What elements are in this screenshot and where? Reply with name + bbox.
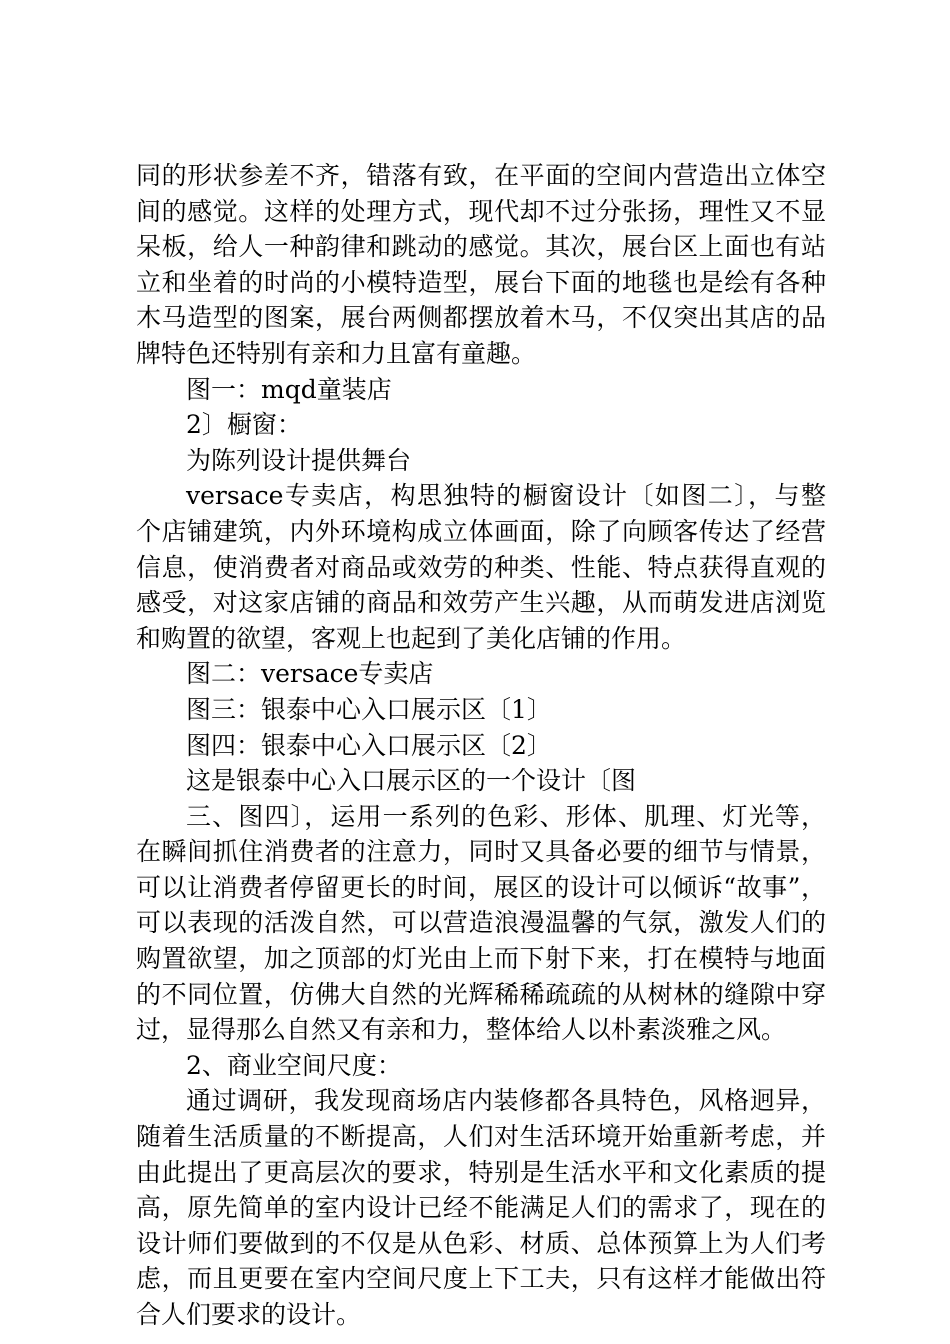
section-heading: 2、商业空间尺度：	[186, 1050, 402, 1080]
text-line: versace专卖店，构思独特的橱窗设计〔如图二〕，与整	[186, 481, 826, 511]
text-line: 随着生活质量的不断提高，人们对生活环境开始重新考虑，并	[136, 1122, 826, 1152]
text-line: 感受，对这家店铺的商品和效劳产生兴趣，从而萌发进店浏览	[136, 588, 826, 618]
text-line: 同的形状参差不齐，错落有致，在平面的空间内营造出立体空	[136, 161, 826, 190]
text-line: 虑，而且更要在室内空间尺度上下工夫，只有这样才能做出符	[136, 1264, 826, 1294]
section-heading: 2〕橱窗：	[186, 410, 302, 440]
text-line: 过，显得那么自然又有亲和力，整体给人以朴素淡雅之风。	[136, 1015, 787, 1045]
text-line: 由此提出了更高层次的要求，特别是生活水平和文化素质的提	[136, 1157, 826, 1187]
text-line: 可以让消费者停留更长的时间，展区的设计可以倾诉“故事”，	[136, 872, 826, 902]
figure-caption: 图一：mqd童装店	[186, 374, 392, 404]
text-line: 三、图四〕，运用一系列的色彩、形体、肌理、灯光等，	[186, 801, 826, 831]
text-line: 间的感觉。这样的处理方式，现代却不过分张扬，理性又不显	[136, 196, 826, 226]
text-line: 合人们要求的设计。	[136, 1300, 362, 1329]
text-line: 高，原先简单的室内设计已经不能满足人们的需求了，现在的	[136, 1193, 826, 1223]
text-line: 立和坐着的时尚的小模特造型，展台下面的地毯也是绘有各种	[136, 267, 826, 297]
text-line: 在瞬间抓住消费者的注意力，同时又具备必要的细节与情景，	[136, 837, 826, 867]
section-subheading: 为陈列设计提供舞台	[186, 445, 412, 475]
text-line: 的不同位置，仿佛大自然的光辉稀稀疏疏的从树林的缝隙中穿	[136, 979, 826, 1009]
text-line: 木马造型的图案，展台两侧都摆放着木马，不仅突出其店的品	[136, 303, 826, 333]
figure-caption: 图二：versace专卖店	[186, 659, 434, 689]
text-line: 通过调研，我发现商场店内装修都各具特色，风格迥异，	[186, 1086, 826, 1116]
document-body	[136, 158, 826, 1333]
text-line: 和购置的欲望，客观上也起到了美化店铺的作用。	[136, 623, 687, 653]
text-line: 信息，使消费者对商品或效劳的种类、性能、特点获得直观的	[136, 552, 826, 582]
text-line: 呆板，给人一种韵律和跳动的感觉。其次，展台区上面也有站	[136, 232, 826, 262]
figure-caption: 图三：银泰中心入口展示区〔1〕	[186, 694, 552, 724]
text-line: 牌特色还特别有亲和力且富有童趣。	[136, 338, 537, 368]
text-line: 可以表现的活泼自然，可以营造浪漫温馨的气氛，激发人们的	[136, 908, 826, 938]
text-line: 这是银泰中心入口展示区的一个设计〔图	[186, 766, 637, 796]
text-line: 设计师们要做到的不仅是从色彩、材质、总体预算上为人们考	[136, 1228, 826, 1258]
text-line: 个店铺建筑，内外环境构成立体画面，除了向顾客传达了经营	[136, 516, 826, 546]
text-line: 购置欲望，加之顶部的灯光由上而下射下来，打在模特与地面	[136, 944, 826, 974]
figure-caption: 图四：银泰中心入口展示区〔2〕	[186, 730, 552, 760]
